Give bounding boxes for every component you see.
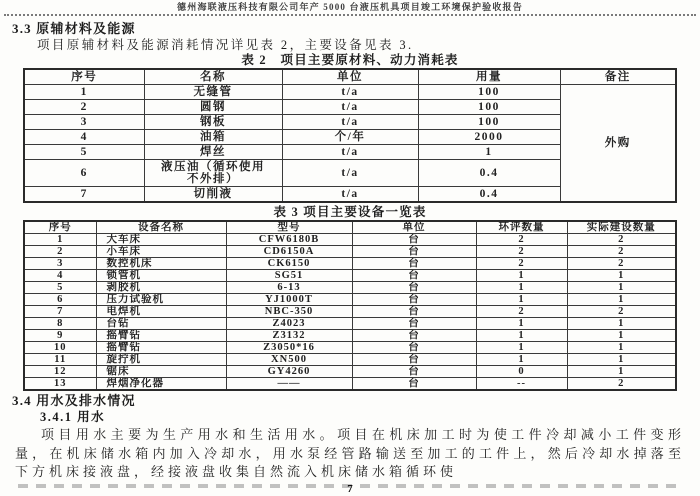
table-row xyxy=(24,342,676,354)
header-divider xyxy=(4,14,696,16)
table-cell: 台 xyxy=(352,234,476,246)
table-cell: 台 xyxy=(352,378,476,391)
column-header: 型号 xyxy=(226,221,352,234)
table-cell: 1 xyxy=(476,342,567,354)
table-cell: XN500 xyxy=(226,354,352,366)
table-cell: 2 xyxy=(476,306,567,318)
table-cell: 1 xyxy=(567,282,676,294)
column-header: 单位 xyxy=(282,69,418,85)
table-cell: 10 xyxy=(24,342,96,354)
table-cell: 台 xyxy=(352,318,476,330)
table-cell: 2 xyxy=(567,246,676,258)
table-cell: 3 xyxy=(24,115,144,130)
table-cell: 6-13 xyxy=(226,282,352,294)
table-cell: 无缝管 xyxy=(144,85,282,100)
table2-caption: 表 2 项目主要原材料、动力消耗表 xyxy=(241,53,459,67)
table-row xyxy=(24,234,676,246)
table-2-materials xyxy=(23,68,677,203)
table-cell: 0.4 xyxy=(418,160,560,187)
column-header: 名称 xyxy=(144,69,282,85)
table-cell: 台 xyxy=(352,354,476,366)
table-cell: 9 xyxy=(24,330,96,342)
table-cell: CFW6180B xyxy=(226,234,352,246)
table-cell: 1 xyxy=(476,294,567,306)
table-cell: 2 xyxy=(24,246,96,258)
table-cell: 1 xyxy=(476,330,567,342)
table-row xyxy=(24,246,676,258)
table-cell: NBC-350 xyxy=(226,306,352,318)
section-3-3-intro: 项目原辅材料及能源消耗情况详见表 2，主要设备见表 3. xyxy=(37,38,414,52)
table-cell: t/a xyxy=(282,115,418,130)
table-cell: 2 xyxy=(24,100,144,115)
table-cell: SG51 xyxy=(226,270,352,282)
column-header: 单位 xyxy=(352,221,476,234)
table-cell: 台 xyxy=(352,258,476,270)
table-cell: 台 xyxy=(352,282,476,294)
section-3-4-heading: 3.4 用水及排水情况 xyxy=(12,393,136,408)
table-cell: 1 xyxy=(567,330,676,342)
table-cell: t/a xyxy=(282,100,418,115)
table-cell: t/a xyxy=(282,145,418,160)
table-cell: Z3132 xyxy=(226,330,352,342)
table-row xyxy=(24,270,676,282)
column-header: 序号 xyxy=(24,69,144,85)
table-cell: YJ1000T xyxy=(226,294,352,306)
table-cell: 台 xyxy=(352,270,476,282)
table-cell: 12 xyxy=(24,366,96,378)
table-cell: 台 xyxy=(352,342,476,354)
table-cell: 2 xyxy=(476,234,567,246)
table-cell: 1 xyxy=(24,234,96,246)
table-3-equipment xyxy=(23,220,677,391)
table-cell: 台 xyxy=(352,330,476,342)
table-cell: 台 xyxy=(352,246,476,258)
table-cell: 11 xyxy=(24,354,96,366)
table-cell: 液压油（循环使用 不外排） xyxy=(144,160,282,187)
table-cell: 台 xyxy=(352,306,476,318)
water-use-paragraph: 项目用水主要为生产用水和生活用水。项目在机床加工时为使工件冷却减小工件变形量，在机床储水箱内加入冷却水，用水泵经管路输送至加工的工件上，然后冷却水掉落至下方机床接液盘，经接液盘收集自然流入机床储水箱循环使 xyxy=(15,427,685,479)
table-cell: GY4260 xyxy=(226,366,352,378)
table-cell: 1 xyxy=(24,85,144,100)
table-row xyxy=(24,318,676,330)
table-cell: 1 xyxy=(476,318,567,330)
table-cell: 焊丝 xyxy=(144,145,282,160)
table-row xyxy=(24,306,676,318)
table-cell: t/a xyxy=(282,160,418,187)
table-cell: 6 xyxy=(24,294,96,306)
table-cell: 1 xyxy=(567,294,676,306)
table-cell: 2000 xyxy=(418,130,560,145)
table-cell: 2 xyxy=(567,306,676,318)
table-cell: 1 xyxy=(476,354,567,366)
table-cell: 旋拧机 xyxy=(96,354,226,366)
table-cell: 2 xyxy=(476,258,567,270)
table-cell: 2 xyxy=(567,234,676,246)
section-3-3-heading: 3.3 原辅材料及能源 xyxy=(12,21,136,36)
table-cell: 小车床 xyxy=(96,246,226,258)
table-cell: 摇臂钻 xyxy=(96,330,226,342)
table-cell: 1 xyxy=(567,354,676,366)
table-cell: CK6150 xyxy=(226,258,352,270)
table-cell: 台钻 xyxy=(96,318,226,330)
table-cell: 剥胶机 xyxy=(96,282,226,294)
table-cell: 0 xyxy=(476,366,567,378)
table-cell: 1 xyxy=(567,270,676,282)
table-cell: —— xyxy=(226,378,352,391)
table-cell: 4 xyxy=(24,270,96,282)
table-cell: 个/年 xyxy=(282,130,418,145)
table-cell: 0.4 xyxy=(418,187,560,203)
table-cell: t/a xyxy=(282,187,418,203)
table3-header-row xyxy=(24,221,676,234)
table-cell: 1 xyxy=(476,270,567,282)
table3-caption: 表 3 项目主要设备一览表 xyxy=(273,205,427,219)
column-header: 环评数量 xyxy=(476,221,567,234)
table2-body xyxy=(24,85,676,203)
table-cell: 100 xyxy=(418,115,560,130)
table-cell: 4 xyxy=(24,130,144,145)
table-cell: 3 xyxy=(24,258,96,270)
table-cell: -- xyxy=(476,378,567,391)
page-header: 德州海联液压科技有限公司年产 5000 台液压机具项目竣工环境保护验收报告 xyxy=(177,2,523,12)
column-header: 序号 xyxy=(24,221,96,234)
table-cell: 压力试验机 xyxy=(96,294,226,306)
table-row xyxy=(24,354,676,366)
page-number: 7 xyxy=(347,483,353,495)
table-cell: 100 xyxy=(418,85,560,100)
table-row xyxy=(24,282,676,294)
table-cell: 7 xyxy=(24,187,144,203)
table-cell: 1 xyxy=(418,145,560,160)
table-cell: 1 xyxy=(476,282,567,294)
table-cell: 1 xyxy=(567,342,676,354)
table-cell: 5 xyxy=(24,282,96,294)
table-cell: 100 xyxy=(418,100,560,115)
table-remark-cell: 外购 xyxy=(560,85,676,203)
table-cell: Z4023 xyxy=(226,318,352,330)
table-cell: 钢板 xyxy=(144,115,282,130)
table-cell: 2 xyxy=(567,258,676,270)
table-cell: 2 xyxy=(567,378,676,391)
section-3-4-1-heading: 3.4.1 用水 xyxy=(40,410,106,424)
table-row xyxy=(24,294,676,306)
table-cell: 13 xyxy=(24,378,96,391)
column-header: 实际建设数量 xyxy=(567,221,676,234)
table-cell: 油箱 xyxy=(144,130,282,145)
table2-header-row xyxy=(24,69,676,85)
table-cell: 5 xyxy=(24,145,144,160)
column-header: 用量 xyxy=(418,69,560,85)
column-header: 备注 xyxy=(560,69,676,85)
table-cell: 锁管机 xyxy=(96,270,226,282)
table-cell: 摇臂钻 xyxy=(96,342,226,354)
table-cell: CD6150A xyxy=(226,246,352,258)
table-cell: 切削液 xyxy=(144,187,282,203)
table-cell: 8 xyxy=(24,318,96,330)
table-cell: 1 xyxy=(567,366,676,378)
table-cell: 大车床 xyxy=(96,234,226,246)
table-row xyxy=(24,85,676,100)
table-cell: t/a xyxy=(282,85,418,100)
table-cell: 数控机床 xyxy=(96,258,226,270)
table-cell: 焊烟净化器 xyxy=(96,378,226,391)
table-cell: 台 xyxy=(352,366,476,378)
table-row xyxy=(24,258,676,270)
table-cell: 7 xyxy=(24,306,96,318)
table-cell: 电焊机 xyxy=(96,306,226,318)
table-cell: 1 xyxy=(567,318,676,330)
table-row xyxy=(24,378,676,391)
table-cell: 2 xyxy=(476,246,567,258)
table-cell: 6 xyxy=(24,160,144,187)
table-row xyxy=(24,330,676,342)
table-cell: Z3050*16 xyxy=(226,342,352,354)
table-cell: 锯床 xyxy=(96,366,226,378)
table3-body xyxy=(24,234,676,391)
table-row xyxy=(24,366,676,378)
table-cell: 圆钢 xyxy=(144,100,282,115)
table-cell: 台 xyxy=(352,294,476,306)
column-header: 设备名称 xyxy=(96,221,226,234)
